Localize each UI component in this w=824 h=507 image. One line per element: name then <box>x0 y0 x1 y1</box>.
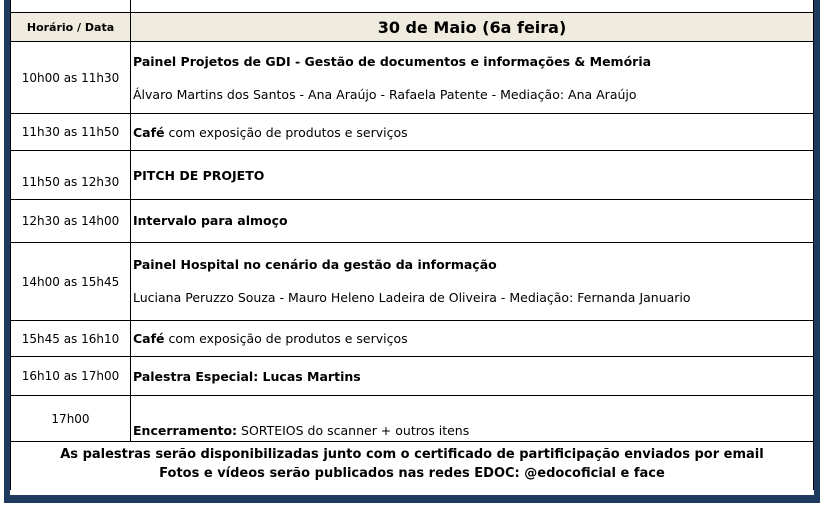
table-row <box>11 396 814 442</box>
program-cell <box>131 151 814 200</box>
session-title: Café <box>133 125 165 140</box>
footer-line-2: Fotos e vídeos serão publicados nas redes EDOC: @edocoficial e face <box>11 464 814 490</box>
table-header-row <box>11 13 814 42</box>
session-title: Painel Hospital no cenário da gestão da informação <box>133 257 497 272</box>
table-row <box>11 114 814 151</box>
program-cell <box>131 243 814 321</box>
session-detail: SORTEIOS do scanner + outros itens <box>237 423 470 438</box>
table-row <box>11 321 814 357</box>
program-cell <box>131 396 814 442</box>
time-cell: 12h30 as 14h00 <box>11 200 131 243</box>
session-detail: com exposição de produtos e serviços <box>164 125 408 140</box>
session-title: Intervalo para almoço <box>133 213 288 228</box>
footer-row <box>11 464 814 490</box>
table-row <box>11 200 814 243</box>
time-cell: 10h00 as 11h30 <box>11 42 131 114</box>
session-title: Encerramento: <box>133 423 238 438</box>
schedule-table <box>10 12 814 490</box>
table-row <box>11 357 814 396</box>
time-cell: 11h30 as 11h50 <box>11 114 131 151</box>
time-cell: 16h10 as 17h00 <box>11 357 131 396</box>
previous-section-edge <box>10 0 814 12</box>
session-title: PITCH DE PROJETO <box>133 168 265 183</box>
session-speakers: Álvaro Martins dos Santos - Ana Araújo - Rafaela Patente - Mediação: Ana Araújo <box>133 87 637 102</box>
program-cell <box>131 114 814 151</box>
date-title: 30 de Maio (6a feira) <box>131 13 814 42</box>
time-cell: 14h00 as 15h45 <box>11 243 131 321</box>
session-title: Painel Projetos de GDI - Gestão de documentos e informações & Memória <box>133 54 652 69</box>
footer-row <box>11 442 814 464</box>
session-title: Café <box>133 331 165 346</box>
program-cell <box>131 321 814 357</box>
session-speakers: Luciana Peruzzo Souza - Mauro Heleno Ladeira de Oliveira - Mediação: Fernanda Januario <box>133 290 691 305</box>
table-row <box>11 151 814 200</box>
table-row <box>11 243 814 321</box>
footer-line-1: As palestras serão disponibilizadas junto com o certificado de partificipação enviados por email <box>11 442 814 464</box>
time-date-column-header: Horário / Data <box>11 13 131 42</box>
table-row <box>11 42 814 114</box>
session-detail: com exposição de produtos e serviços <box>164 331 408 346</box>
session-title: Palestra Especial: Lucas Martins <box>133 369 361 384</box>
program-cell <box>131 357 814 396</box>
time-cell: 15h45 as 16h10 <box>11 321 131 357</box>
time-cell: 11h50 as 12h30 <box>11 151 131 200</box>
program-cell <box>131 42 814 114</box>
time-cell: 17h00 <box>11 396 131 442</box>
program-cell <box>131 200 814 243</box>
